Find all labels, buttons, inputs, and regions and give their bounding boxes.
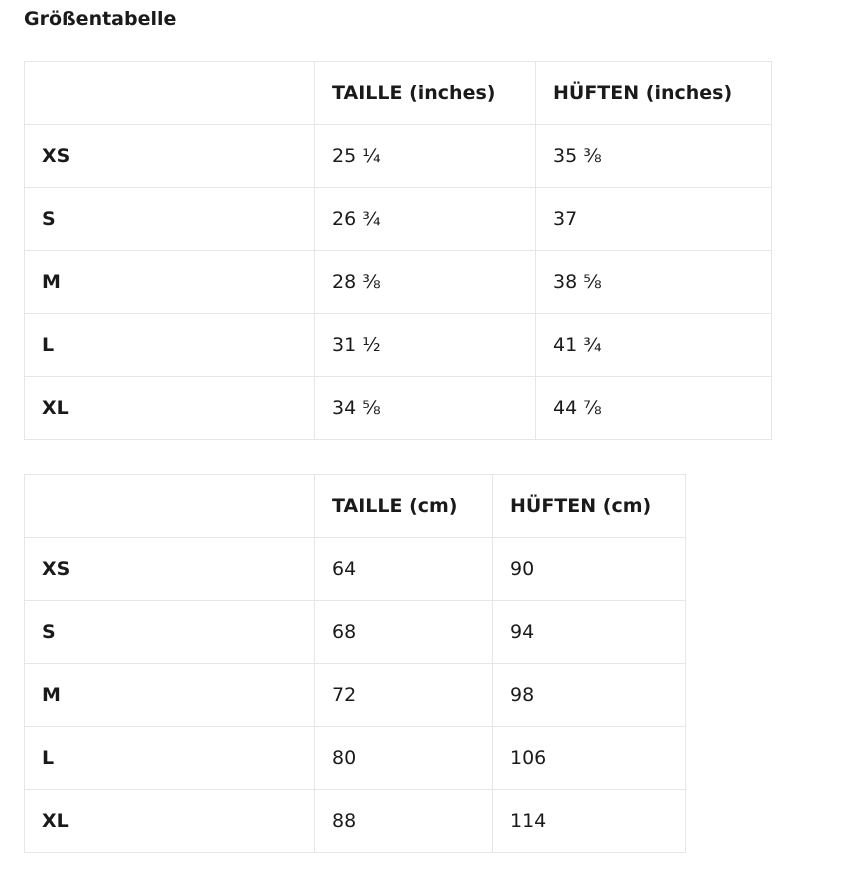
taille-cell: 31 ½ — [315, 314, 536, 377]
hueften-cell: 44 ⅞ — [536, 377, 772, 440]
table-header-row — [25, 62, 772, 125]
table-row — [25, 125, 772, 188]
taille-cell: 26 ¾ — [315, 188, 536, 251]
taille-cell: 68 — [315, 601, 493, 664]
taille-cell: 64 — [315, 538, 493, 601]
hueften-cell: 35 ⅜ — [536, 125, 772, 188]
header-cell-empty — [25, 475, 315, 538]
table-row — [25, 790, 686, 853]
size-table-inches — [24, 61, 772, 440]
table-header-row — [25, 475, 686, 538]
table-row — [25, 538, 686, 601]
table-row — [25, 314, 772, 377]
taille-cell: 72 — [315, 664, 493, 727]
taille-cell: 88 — [315, 790, 493, 853]
hueften-cell: 98 — [493, 664, 686, 727]
header-cell-taille-cm: TAILLE (cm) — [315, 475, 493, 538]
size-label-cell: L — [25, 727, 315, 790]
hueften-cell: 38 ⅝ — [536, 251, 772, 314]
size-label-cell: S — [25, 601, 315, 664]
size-label-cell: S — [25, 188, 315, 251]
taille-cell: 28 ⅜ — [315, 251, 536, 314]
size-label-cell: L — [25, 314, 315, 377]
header-cell-hueften-cm: HÜFTEN (cm) — [493, 475, 686, 538]
size-label-cell: M — [25, 664, 315, 727]
size-label-cell: XL — [25, 790, 315, 853]
table-row — [25, 601, 686, 664]
table-row — [25, 188, 772, 251]
table-row — [25, 251, 772, 314]
page-title: Größentabelle — [24, 8, 177, 30]
hueften-cell: 90 — [493, 538, 686, 601]
header-cell-empty — [25, 62, 315, 125]
taille-cell: 80 — [315, 727, 493, 790]
size-label-cell: XS — [25, 538, 315, 601]
hueften-cell: 94 — [493, 601, 686, 664]
size-table-cm — [24, 474, 686, 853]
table-row — [25, 727, 686, 790]
header-cell-taille-inches: TAILLE (inches) — [315, 62, 536, 125]
taille-cell: 34 ⅝ — [315, 377, 536, 440]
table-row — [25, 664, 686, 727]
header-cell-hueften-inches: HÜFTEN (inches) — [536, 62, 772, 125]
table-row — [25, 377, 772, 440]
hueften-cell: 41 ¾ — [536, 314, 772, 377]
hueften-cell: 114 — [493, 790, 686, 853]
hueften-cell: 37 — [536, 188, 772, 251]
size-label-cell: XL — [25, 377, 315, 440]
size-label-cell: M — [25, 251, 315, 314]
size-label-cell: XS — [25, 125, 315, 188]
hueften-cell: 106 — [493, 727, 686, 790]
taille-cell: 25 ¼ — [315, 125, 536, 188]
